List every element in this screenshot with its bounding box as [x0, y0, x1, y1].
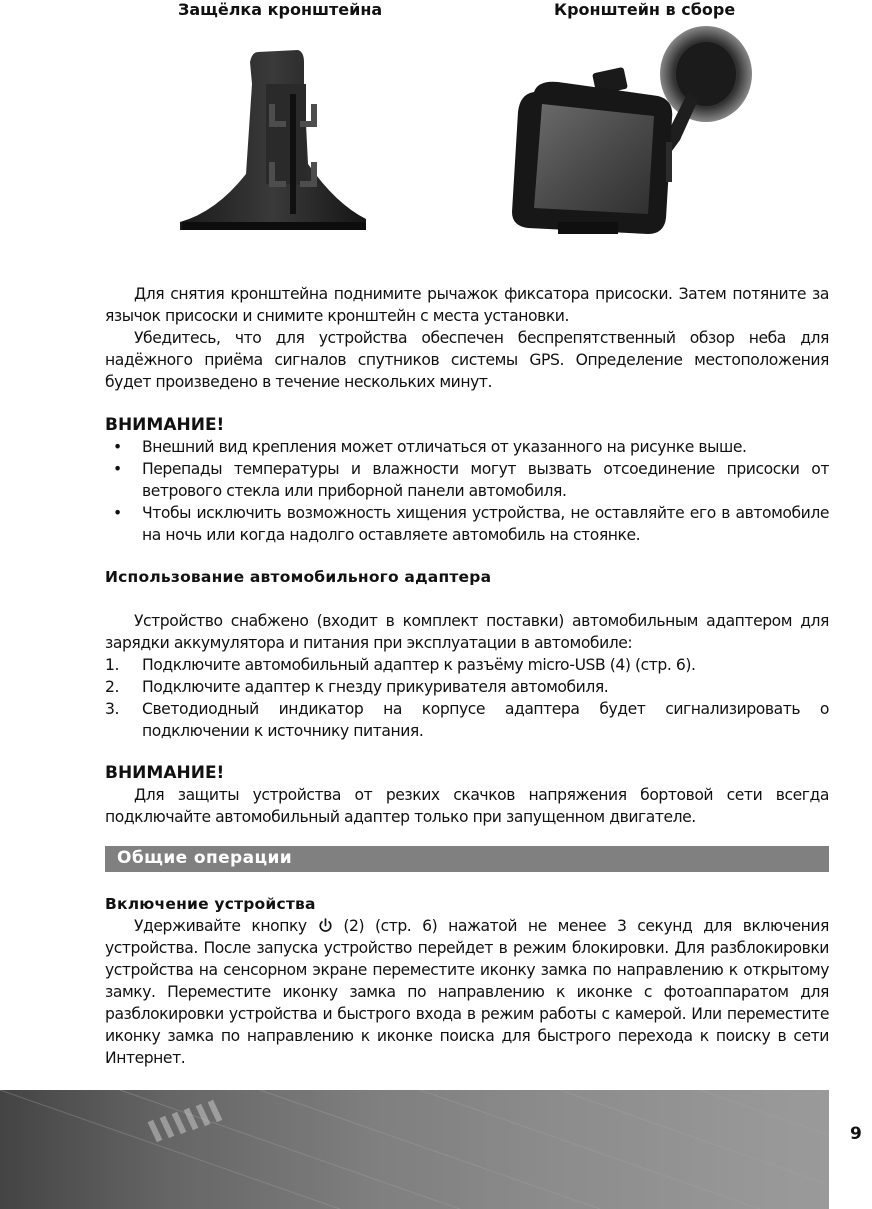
- intro-block: [105, 283, 829, 393]
- adapter-step: [105, 676, 829, 698]
- paragraph-gps-visibility: Убедитесь, что для устройства обеспечен беспрепятственный обзор неба для надёжного приёма сигналов спутников системы GPS. Определение местоположения будет произведено в течение нескольких минут.: [105, 329, 829, 391]
- warning-item: [105, 502, 829, 546]
- section-title: Общие операции: [117, 848, 293, 868]
- step-text: Подключите автомобильный адаптер к разъёму micro-USB (4) (стр. 6).: [142, 656, 696, 674]
- warning-item-text: Чтобы исключить возможность хищения устройства, не оставляйте его в автомобиле на ночь или когда надолго оставляете автомобиль на стоянке.: [142, 504, 829, 544]
- adapter-heading: Использование автомобильного адаптера: [105, 568, 492, 586]
- section-header-bar: [105, 846, 829, 872]
- warning-item-text: Перепады температуры и влажности могут вызвать отсоединение присоски от ветрового стекла или приборной панели автомобиля.: [142, 460, 829, 500]
- adapter-intro: Устройство снабжено (входит в комплект поставки) автомобильным адаптером для зарядки аккумулятора и питания при эксплуатации в автомобиле:: [105, 612, 829, 652]
- power-icon: [318, 918, 333, 933]
- adapter-step: [105, 698, 829, 742]
- page-number: 9: [850, 1124, 862, 1144]
- bracket-latch-image: [176, 44, 372, 238]
- step-number: 1.: [105, 656, 119, 674]
- warning-block-1: [105, 414, 829, 546]
- warning-item: [105, 436, 829, 458]
- step-number: 2.: [105, 678, 119, 696]
- warning-text: Для защиты устройства от резких скачков напряжения бортовой сети всегда подключайте автомобильный адаптер только при запущенном двигателе.: [105, 786, 829, 826]
- bullet-icon: •: [113, 438, 122, 456]
- warning-heading: ВНИМАНИЕ!: [105, 415, 225, 435]
- step-text: Светодиодный индикатор на корпусе адаптера будет сигнализировать о подключении к источнику питания.: [142, 700, 829, 740]
- adapter-step: [105, 654, 829, 676]
- assembled-bracket-image: [498, 22, 760, 258]
- footer-pattern: [0, 1090, 829, 1209]
- step-number: 3.: [105, 700, 119, 718]
- power-on-text-rest: (2) (стр. 6) нажатой не менее 3 секунд для включения устройства. После запуска устройство перейдет в режим блокировки. Для разблокировки устройства на сенсорном экране переместите иконку замка по направлению к открытому замку. Переместите иконку замка по направлению к иконке с фотоаппаратом для разблокировки устройства и быстрого входа в режим работы с камерой. Или переместите иконку замка по направлению к иконке поиска для быстрого перехода к поиску в сети Интернет.: [105, 917, 829, 1067]
- warning-item-text: Внешний вид крепления может отличаться от указанного на рисунке выше.: [142, 438, 747, 456]
- warning-block-2: [105, 762, 829, 828]
- figure-caption-bracket-latch: Защёлка кронштейна: [178, 0, 383, 19]
- paragraph-remove-bracket: Для снятия кронштейна поднимите рычажок фиксатора присоски. Затем потяните за язычок присоски и снимите кронштейн с места установки.: [105, 285, 829, 325]
- bullet-icon: •: [113, 460, 122, 478]
- power-on-text-start: Удерживайте кнопку: [134, 917, 307, 935]
- adapter-block: [105, 566, 829, 742]
- warning-item: [105, 458, 829, 502]
- power-on-heading: Включение устройства: [105, 895, 316, 913]
- power-on-block: [105, 893, 829, 1069]
- footer-decorative-band: [0, 1090, 829, 1209]
- figure-caption-assembled-bracket: Кронштейн в сборе: [554, 0, 736, 19]
- step-text: Подключите адаптер к гнезду прикуривателя автомобиля.: [142, 678, 609, 696]
- bullet-icon: •: [113, 504, 122, 522]
- power-on-paragraph: [105, 915, 829, 1069]
- warning-heading: ВНИМАНИЕ!: [105, 763, 225, 783]
